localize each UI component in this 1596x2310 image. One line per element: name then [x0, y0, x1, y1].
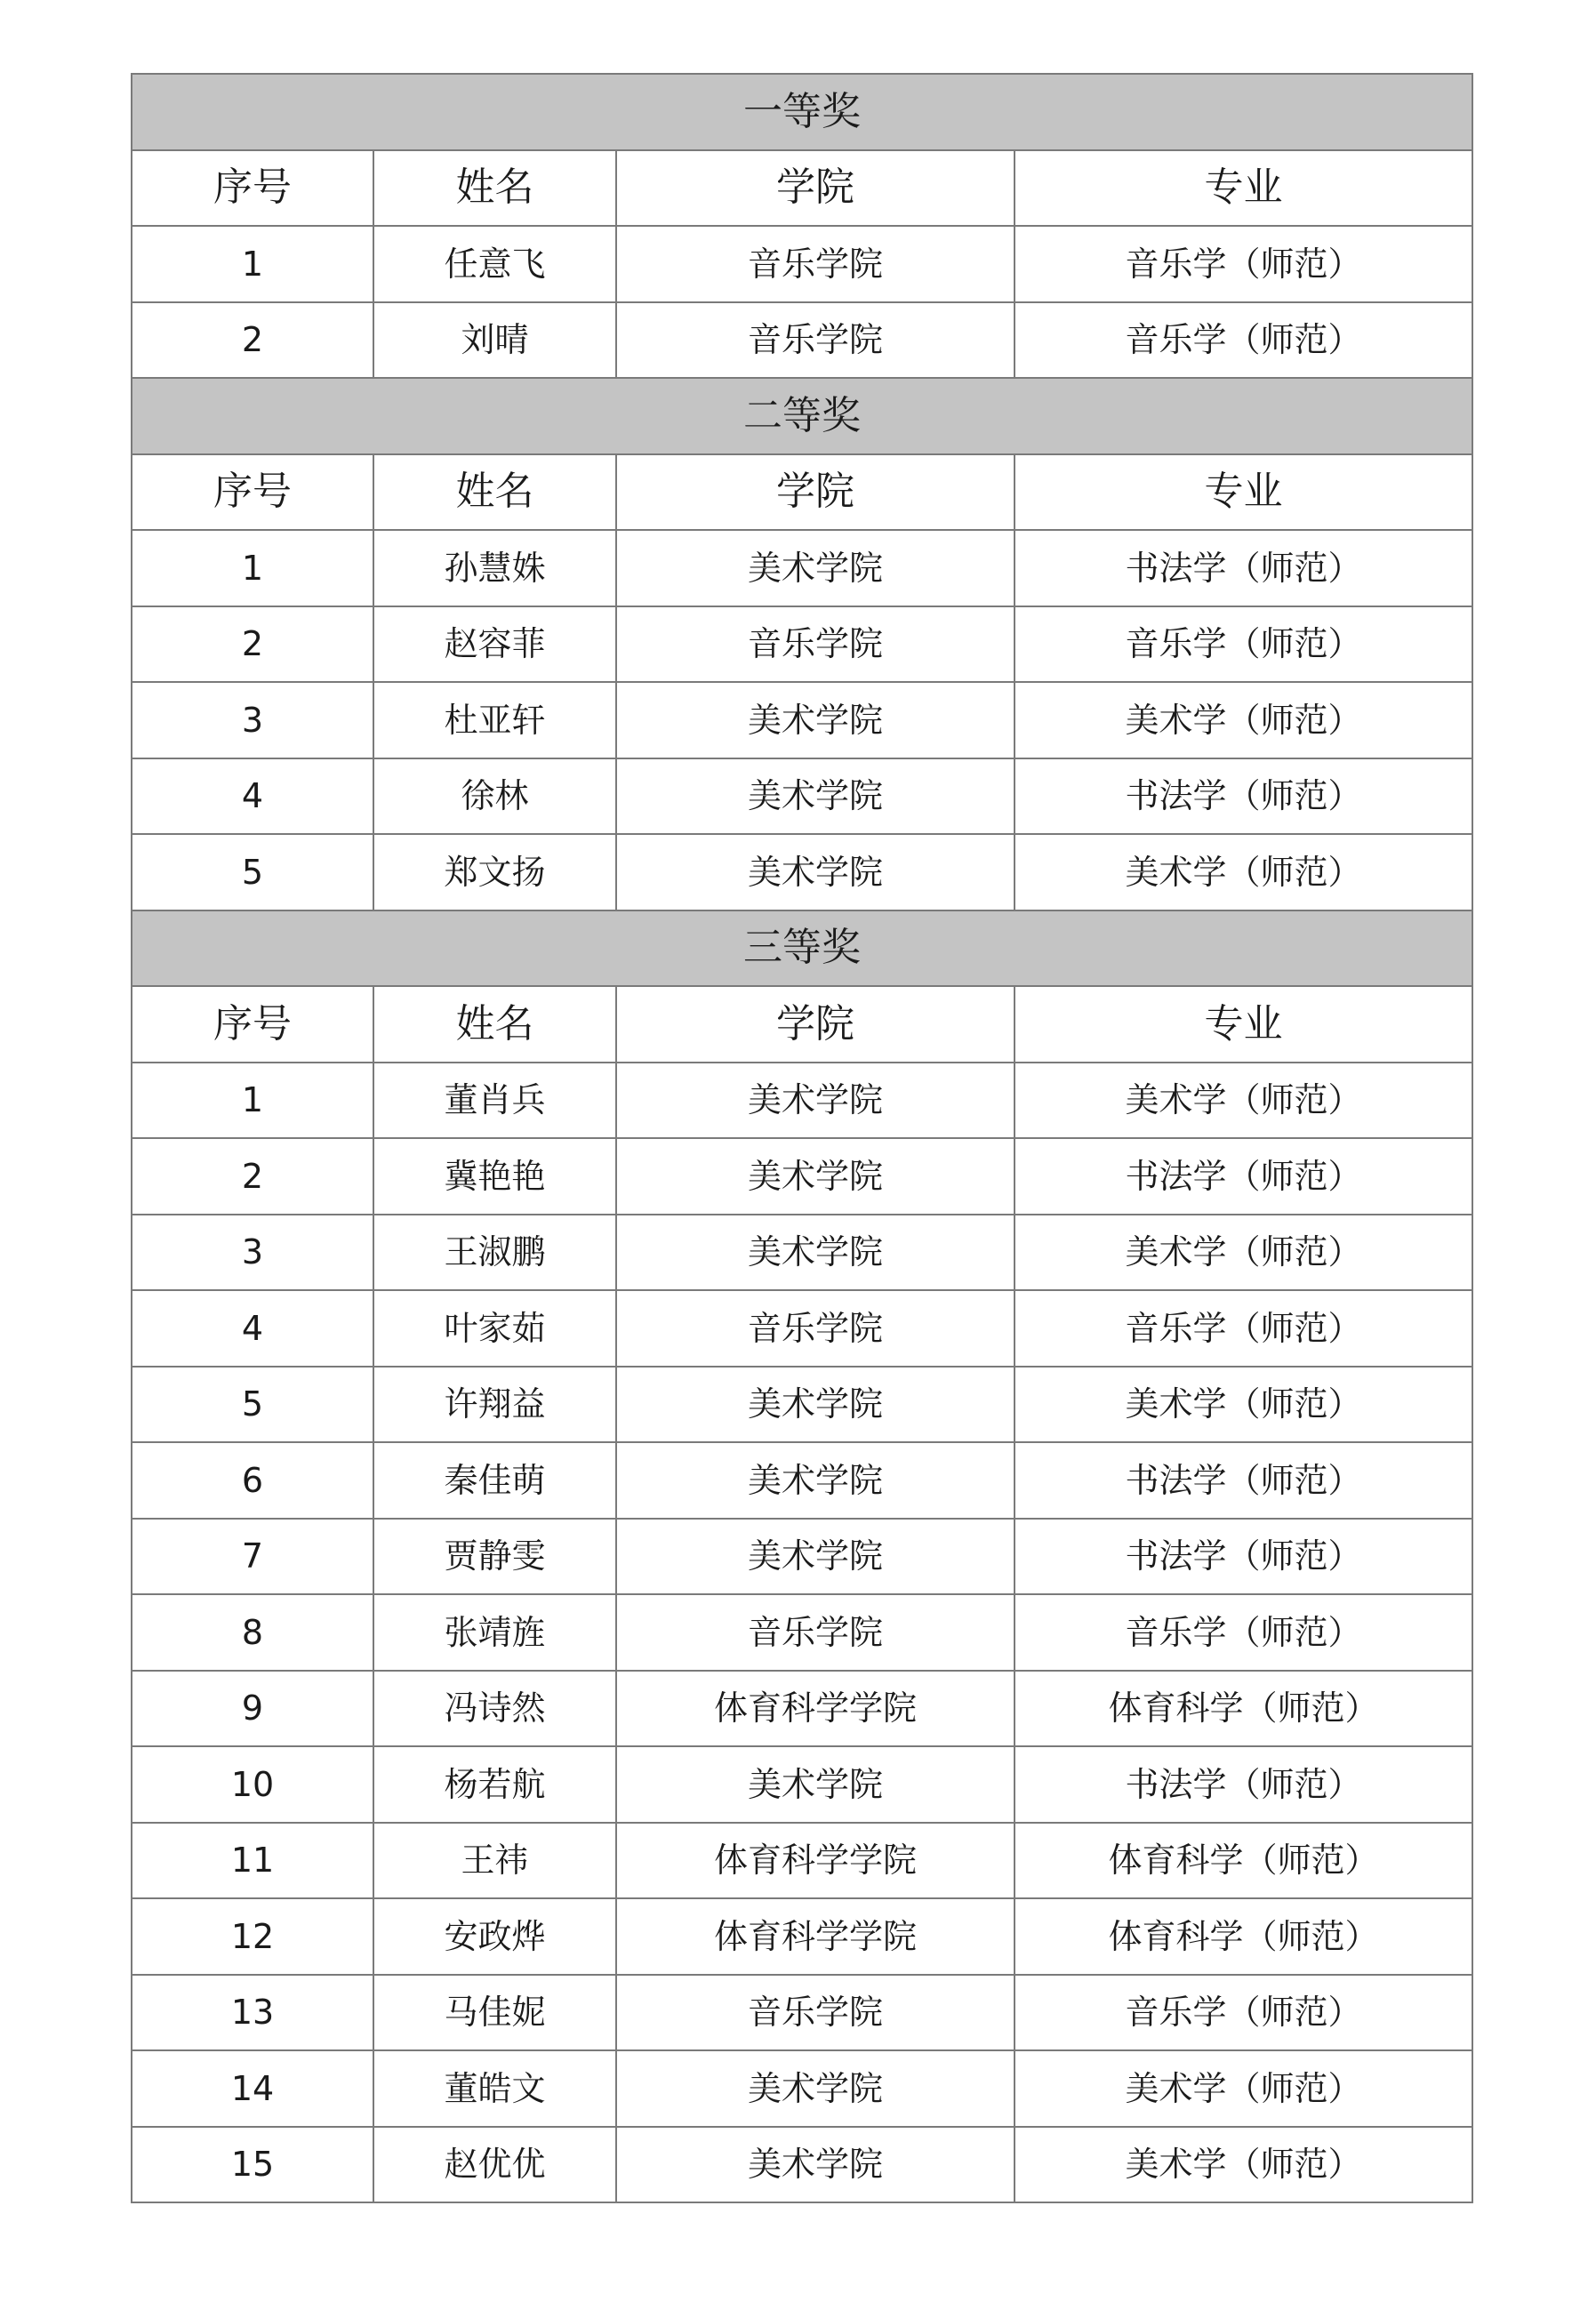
college-cell: 美术学院	[616, 530, 1015, 606]
name-cell: 叶家茹	[373, 1290, 616, 1367]
major-cell: 书法学（师范）	[1015, 530, 1472, 606]
column-header-seq: 序号	[132, 150, 373, 227]
seq-cell: 12	[132, 1898, 373, 1975]
seq-cell: 15	[132, 2127, 373, 2203]
major-cell: 美术学（师范）	[1015, 682, 1472, 758]
name-cell: 贾静雯	[373, 1519, 616, 1595]
seq-cell: 9	[132, 1671, 373, 1747]
award-list-table	[131, 73, 1473, 2203]
major-cell: 书法学（师范）	[1015, 1442, 1472, 1519]
college-cell: 美术学院	[616, 1442, 1015, 1519]
table-row	[132, 530, 1472, 606]
college-cell: 美术学院	[616, 1367, 1015, 1443]
seq-cell: 4	[132, 1290, 373, 1367]
column-header-major: 专业	[1015, 454, 1472, 531]
column-header-row	[132, 454, 1472, 531]
table-row	[132, 2127, 1472, 2203]
column-header-seq: 序号	[132, 986, 373, 1063]
college-cell: 美术学院	[616, 1519, 1015, 1595]
name-cell: 郑文扬	[373, 834, 616, 910]
name-cell: 杜亚轩	[373, 682, 616, 758]
college-cell: 美术学院	[616, 1215, 1015, 1291]
major-cell: 体育科学（师范）	[1015, 1823, 1472, 1899]
college-cell: 音乐学院	[616, 226, 1015, 302]
major-cell: 音乐学（师范）	[1015, 1594, 1472, 1671]
column-header-college: 学院	[616, 986, 1015, 1063]
name-cell: 赵容菲	[373, 606, 616, 683]
college-cell: 体育科学学院	[616, 1671, 1015, 1747]
seq-cell: 10	[132, 1746, 373, 1823]
seq-cell: 1	[132, 226, 373, 302]
college-cell: 体育科学学院	[616, 1898, 1015, 1975]
college-cell: 音乐学院	[616, 1594, 1015, 1671]
major-cell: 体育科学（师范）	[1015, 1898, 1472, 1975]
table-row	[132, 1367, 1472, 1443]
name-cell: 马佳妮	[373, 1975, 616, 2051]
college-cell: 美术学院	[616, 834, 1015, 910]
table-row	[132, 682, 1472, 758]
major-cell: 书法学（师范）	[1015, 1746, 1472, 1823]
table-row	[132, 1823, 1472, 1899]
name-cell: 许翔益	[373, 1367, 616, 1443]
major-cell: 美术学（师范）	[1015, 1215, 1472, 1291]
major-cell: 体育科学（师范）	[1015, 1671, 1472, 1747]
award-section-title-row	[132, 910, 1472, 987]
column-header-seq: 序号	[132, 454, 373, 531]
seq-cell: 5	[132, 1367, 373, 1443]
table-row	[132, 1215, 1472, 1291]
name-cell: 任意飞	[373, 226, 616, 302]
table-row	[132, 1975, 1472, 2051]
college-cell: 美术学院	[616, 2050, 1015, 2127]
major-cell: 音乐学（师范）	[1015, 1975, 1472, 2051]
name-cell: 安政烨	[373, 1898, 616, 1975]
college-cell: 美术学院	[616, 1138, 1015, 1215]
name-cell: 徐林	[373, 758, 616, 835]
seq-cell: 2	[132, 302, 373, 379]
column-header-name: 姓名	[373, 454, 616, 531]
college-cell: 音乐学院	[616, 606, 1015, 683]
award-section-title: 一等奖	[132, 74, 1472, 150]
name-cell: 董皓文	[373, 2050, 616, 2127]
seq-cell: 3	[132, 1215, 373, 1291]
major-cell: 音乐学（师范）	[1015, 1290, 1472, 1367]
column-header-major: 专业	[1015, 150, 1472, 227]
award-section-title: 三等奖	[132, 910, 1472, 987]
seq-cell: 14	[132, 2050, 373, 2127]
column-header-major: 专业	[1015, 986, 1472, 1063]
column-header-row	[132, 986, 1472, 1063]
table-row	[132, 1138, 1472, 1215]
table-row	[132, 1671, 1472, 1747]
major-cell: 美术学（师范）	[1015, 834, 1472, 910]
award-section-title: 二等奖	[132, 378, 1472, 454]
table-row	[132, 1290, 1472, 1367]
seq-cell: 8	[132, 1594, 373, 1671]
award-list-body	[132, 74, 1472, 2202]
college-cell: 美术学院	[616, 1746, 1015, 1823]
seq-cell: 4	[132, 758, 373, 835]
seq-cell: 1	[132, 1063, 373, 1139]
award-section-title-row	[132, 378, 1472, 454]
table-row	[132, 302, 1472, 379]
major-cell: 音乐学（师范）	[1015, 606, 1472, 683]
table-row	[132, 226, 1472, 302]
name-cell: 冯诗然	[373, 1671, 616, 1747]
college-cell: 美术学院	[616, 1063, 1015, 1139]
award-section-title-row	[132, 74, 1472, 150]
seq-cell: 5	[132, 834, 373, 910]
major-cell: 美术学（师范）	[1015, 2050, 1472, 2127]
seq-cell: 11	[132, 1823, 373, 1899]
name-cell: 秦佳萌	[373, 1442, 616, 1519]
seq-cell: 13	[132, 1975, 373, 2051]
major-cell: 书法学（师范）	[1015, 1519, 1472, 1595]
name-cell: 孙慧姝	[373, 530, 616, 606]
college-cell: 音乐学院	[616, 302, 1015, 379]
major-cell: 美术学（师范）	[1015, 1063, 1472, 1139]
major-cell: 美术学（师范）	[1015, 1367, 1472, 1443]
table-row	[132, 1063, 1472, 1139]
major-cell: 书法学（师范）	[1015, 1138, 1472, 1215]
college-cell: 美术学院	[616, 758, 1015, 835]
column-header-college: 学院	[616, 454, 1015, 531]
table-row	[132, 758, 1472, 835]
table-row	[132, 606, 1472, 683]
column-header-name: 姓名	[373, 150, 616, 227]
major-cell: 书法学（师范）	[1015, 758, 1472, 835]
column-header-college: 学院	[616, 150, 1015, 227]
table-row	[132, 2050, 1472, 2127]
name-cell: 冀艳艳	[373, 1138, 616, 1215]
table-row	[132, 1519, 1472, 1595]
seq-cell: 3	[132, 682, 373, 758]
seq-cell: 2	[132, 1138, 373, 1215]
college-cell: 音乐学院	[616, 1975, 1015, 2051]
major-cell: 美术学（师范）	[1015, 2127, 1472, 2203]
college-cell: 美术学院	[616, 682, 1015, 758]
name-cell: 董肖兵	[373, 1063, 616, 1139]
seq-cell: 6	[132, 1442, 373, 1519]
table-row	[132, 1746, 1472, 1823]
table-row	[132, 834, 1472, 910]
name-cell: 张靖旌	[373, 1594, 616, 1671]
table-row	[132, 1898, 1472, 1975]
name-cell: 王祎	[373, 1823, 616, 1899]
seq-cell: 2	[132, 606, 373, 683]
table-row	[132, 1594, 1472, 1671]
seq-cell: 1	[132, 530, 373, 606]
college-cell: 体育科学学院	[616, 1823, 1015, 1899]
column-header-row	[132, 150, 1472, 227]
major-cell: 音乐学（师范）	[1015, 302, 1472, 379]
college-cell: 美术学院	[616, 2127, 1015, 2203]
name-cell: 刘晴	[373, 302, 616, 379]
name-cell: 赵优优	[373, 2127, 616, 2203]
name-cell: 王淑鹏	[373, 1215, 616, 1291]
seq-cell: 7	[132, 1519, 373, 1595]
column-header-name: 姓名	[373, 986, 616, 1063]
major-cell: 音乐学（师范）	[1015, 226, 1472, 302]
name-cell: 杨若航	[373, 1746, 616, 1823]
table-row	[132, 1442, 1472, 1519]
college-cell: 音乐学院	[616, 1290, 1015, 1367]
